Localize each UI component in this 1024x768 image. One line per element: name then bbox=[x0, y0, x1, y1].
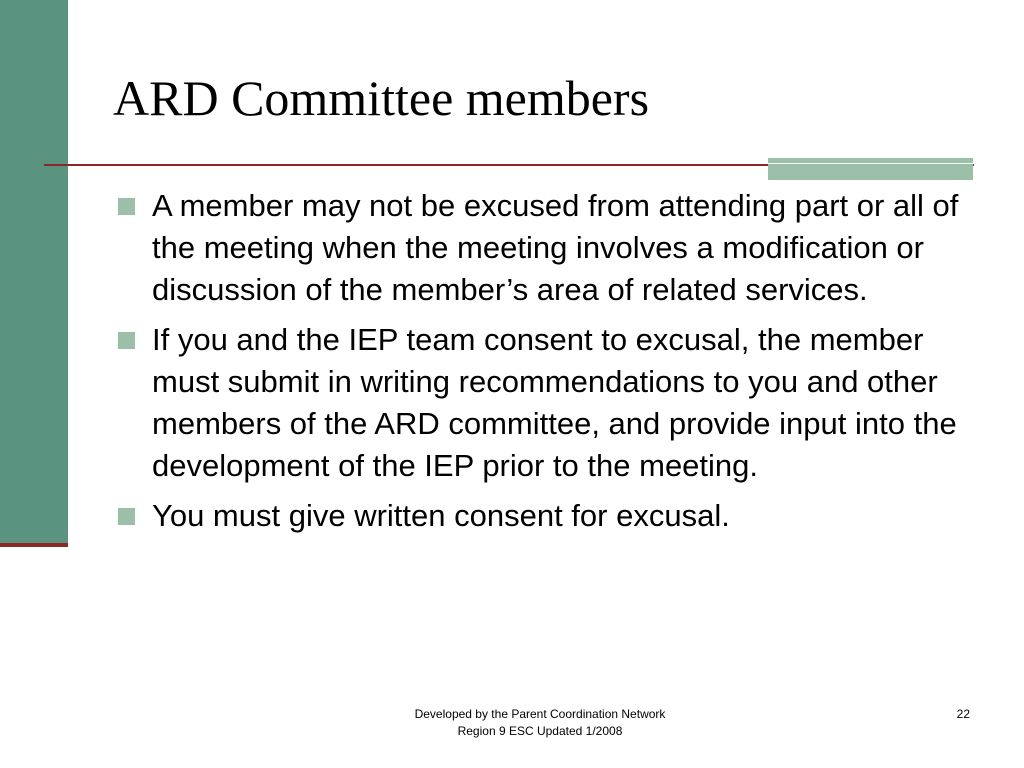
page-number: 22 bbox=[956, 707, 970, 721]
footer-line-1: Developed by the Parent Coordination Network bbox=[414, 707, 666, 721]
bullet-item bbox=[113, 185, 963, 311]
square-bullet-icon bbox=[118, 198, 135, 215]
bullet-item bbox=[113, 495, 963, 537]
side-accent-rule bbox=[0, 543, 68, 547]
accent-block bbox=[768, 158, 973, 180]
bullet-item bbox=[113, 319, 963, 487]
square-bullet-icon bbox=[118, 508, 135, 525]
footer-line-2: Region 9 ESC Updated 1/2008 bbox=[457, 724, 623, 738]
bullet-text: If you and the IEP team consent to excusal, the member must submit in writing recommendations to you and other members of the ARD committee, and provide input into the development of the IEP prior to the meeting. bbox=[152, 322, 957, 483]
bullet-list bbox=[113, 185, 963, 545]
bullet-text: A member may not be excused from attending part or all of the meeting when the meeting involves a modification or discussion of the member’s area of related services. bbox=[152, 188, 959, 307]
side-accent-bar bbox=[0, 0, 68, 546]
accent-block-line bbox=[768, 163, 973, 164]
slide-title: ARD Committee members bbox=[113, 70, 650, 126]
bullet-text: You must give written consent for excusal. bbox=[152, 498, 730, 533]
footer bbox=[340, 706, 740, 740]
square-bullet-icon bbox=[118, 332, 135, 349]
